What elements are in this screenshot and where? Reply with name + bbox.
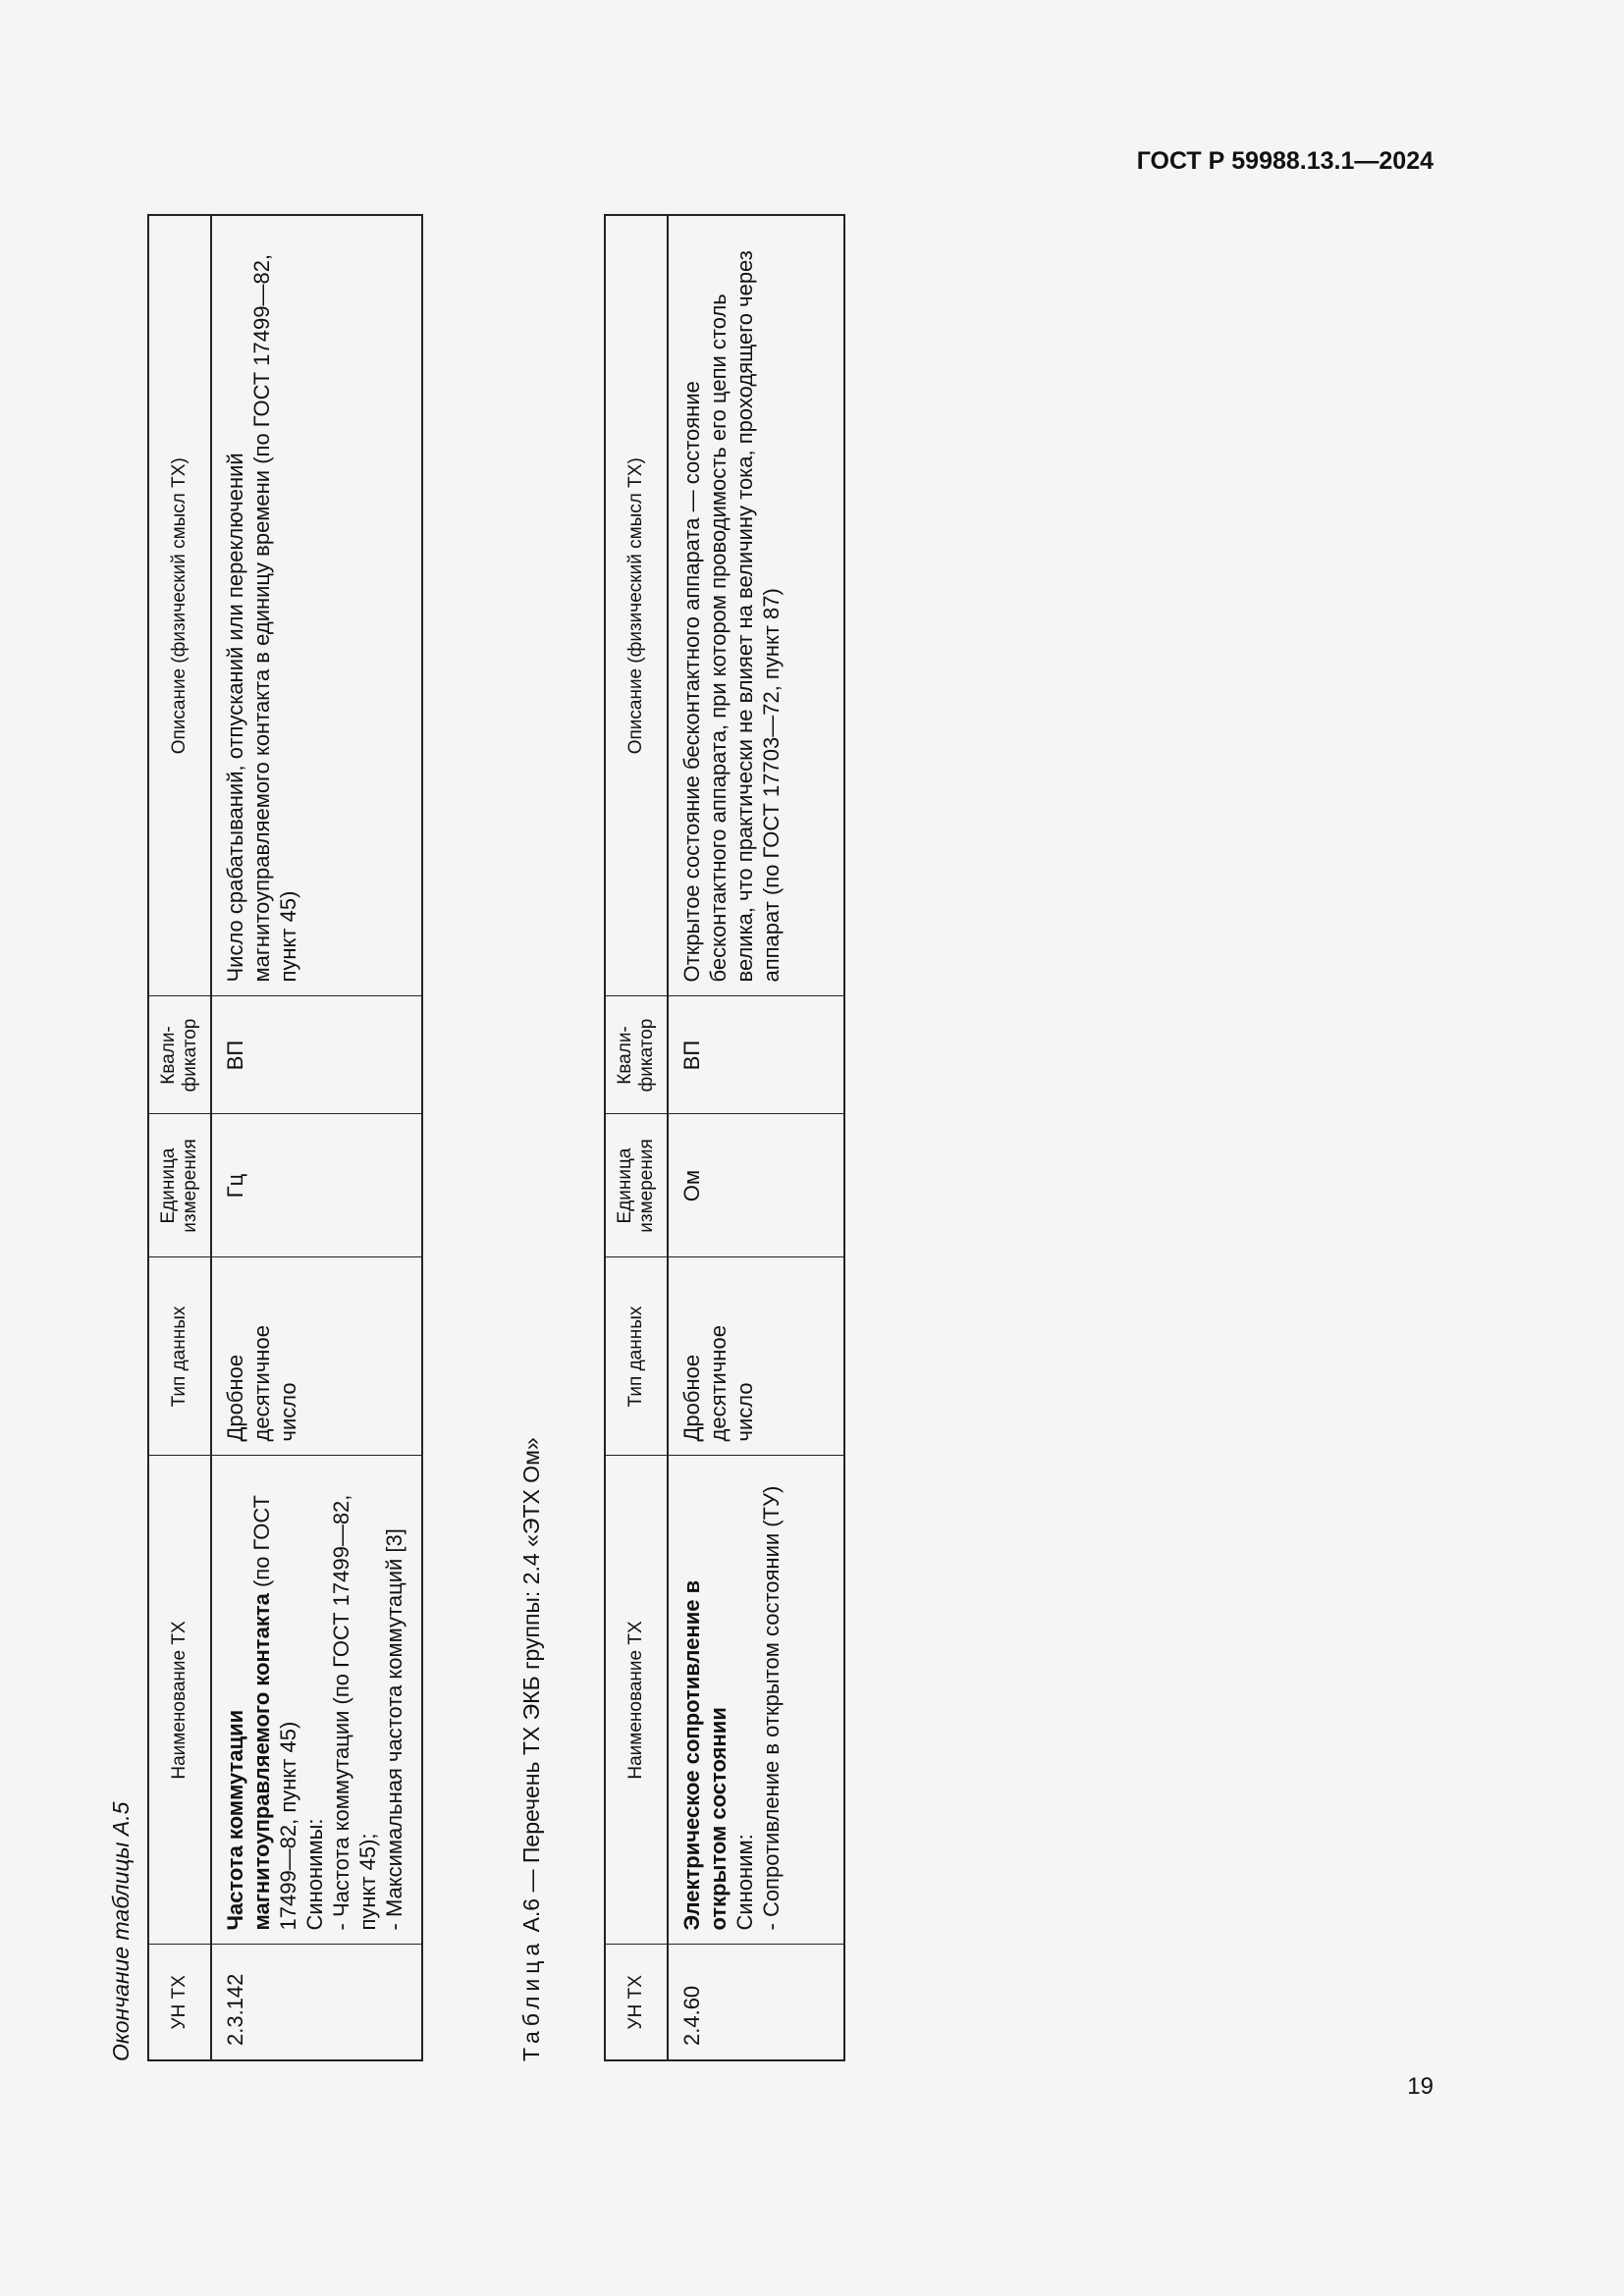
col-header-description: Описание (физический смысл ТХ) <box>148 215 211 996</box>
cell-unit: Гц <box>211 1114 422 1257</box>
param-name-source: (по ГОСТ 17499—82, пункт 45) <box>249 1495 300 1931</box>
table-a6 <box>604 214 845 2061</box>
col-header-qualifier-line: Квали- <box>615 1026 635 1085</box>
table-a5 <box>147 214 423 2061</box>
cell-qualifier: ВП <box>668 996 844 1114</box>
col-header-code: УН ТХ <box>148 1945 211 2060</box>
col-header-type: Тип данных <box>148 1257 211 1456</box>
cell-name <box>211 1456 422 1945</box>
cell-description: Число срабатываний, отпусканий или переключений магнитоуправляемого контакта в единицу времени (по ГОСТ 17499—82, пункт 45) <box>211 215 422 996</box>
col-header-unit-line: измерения <box>636 1139 657 1233</box>
col-header-qualifier <box>605 996 668 1114</box>
param-name: Частота коммутации магнитоуправляемого контакта <box>223 1593 274 1931</box>
col-header-name: Наименование ТХ <box>148 1456 211 1945</box>
col-header-unit <box>605 1114 668 1257</box>
table-a6-caption-text: А.6 — Перечень ТХ ЭКБ группы: 2.4 «ЭТХ Ом» <box>518 1437 544 1939</box>
landscape-content <box>108 216 893 2061</box>
cell-code: 2.4.60 <box>668 1945 844 2060</box>
table-row <box>668 215 844 2060</box>
standard-designation: ГОСТ Р 59988.13.1—2024 <box>1136 147 1434 175</box>
table-row <box>211 215 422 2060</box>
synonyms-label: Синоним: <box>732 1834 757 1931</box>
col-header-name: Наименование ТХ <box>605 1456 668 1945</box>
table-a6-caption-prefix: Таблица <box>518 1938 544 2061</box>
synonyms-label: Синонимы: <box>302 1818 327 1931</box>
cell-name <box>668 1456 844 1945</box>
col-header-type: Тип данных <box>605 1257 668 1456</box>
col-header-unit-line: Единица <box>615 1148 635 1224</box>
synonym-item: - Сопротивление в открытом состоянии (ТУ) <box>759 1485 784 1931</box>
col-header-unit-line: измерения <box>180 1139 200 1233</box>
synonym-item: - Максимальная частота коммутаций [3] <box>382 1528 406 1931</box>
cell-qualifier: ВП <box>211 996 422 1114</box>
cell-code: 2.3.142 <box>211 1945 422 2060</box>
col-header-unit-line: Единица <box>158 1148 179 1224</box>
table-a5-caption: Окончание таблицы А.5 <box>108 1801 134 2061</box>
col-header-description: Описание (физический смысл ТХ) <box>605 215 668 996</box>
page-number: 19 <box>1407 2073 1434 2100</box>
param-name: Электрическое сопротивление в открытом состоянии <box>679 1579 731 1931</box>
col-header-qualifier-line: фикатор <box>636 1018 657 1093</box>
col-header-qualifier-line: Квали- <box>158 1026 179 1085</box>
cell-description: Открытое состояние бесконтактного аппарата — состояние бесконтактного аппарата, при котором проводимость его цепи столь велика, что практически не влияет на величину тока, проходящего через аппарат (по ГОСТ 17703—72, пункт 87) <box>668 215 844 996</box>
table-a6-caption <box>518 1437 545 2061</box>
col-header-qualifier-line: фикатор <box>180 1018 200 1093</box>
col-header-qualifier <box>148 996 211 1114</box>
cell-data-type: Дробное десятичное число <box>211 1257 422 1456</box>
col-header-code: УН ТХ <box>605 1945 668 2060</box>
col-header-unit <box>148 1114 211 1257</box>
cell-data-type: Дробное десятичное число <box>668 1257 844 1456</box>
cell-unit: Ом <box>668 1114 844 1257</box>
synonym-item: - Частота коммутации (по ГОСТ 17499—82, пункт 45); <box>329 1494 380 1931</box>
